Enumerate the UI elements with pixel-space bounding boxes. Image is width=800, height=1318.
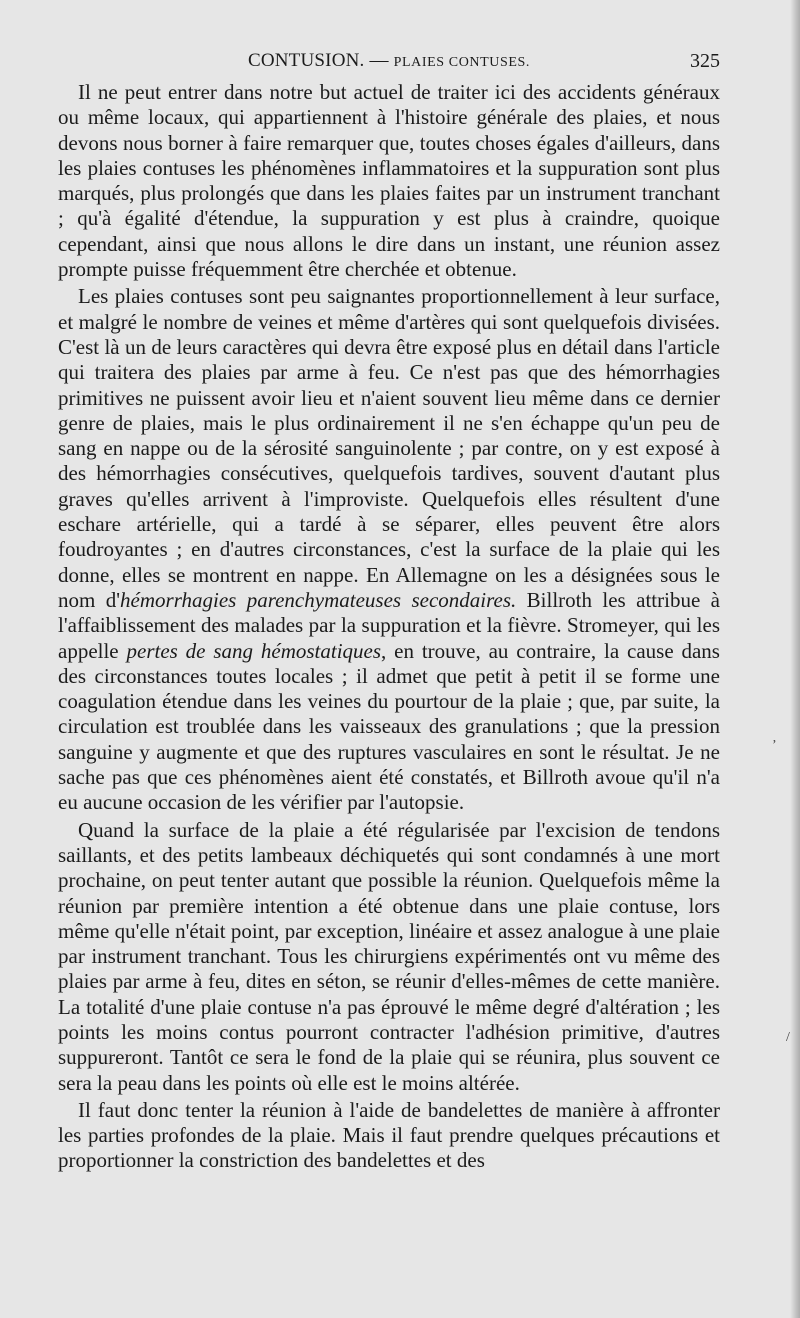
- margin-mark: ’: [772, 738, 777, 753]
- paragraph-text: Il faut donc tenter la réunion à l'aide de bandelettes de manière à affronter les parties profondes de la plaie. Mais il faut prendre quelques précautions et proportionner la constriction des bandelettes et des: [58, 1097, 720, 1173]
- running-title-main: CONTUSION. —: [247, 50, 389, 71]
- running-title: [58, 46, 720, 78]
- paragraph: [58, 818, 720, 1096]
- page-number: 325: [690, 50, 720, 72]
- paragraph: [58, 1098, 720, 1174]
- body-text: [58, 80, 720, 1176]
- margin-mark: /: [786, 1030, 790, 1045]
- italic-text: pertes de sang hémostatiques: [126, 638, 382, 663]
- paragraph-text: Les plaies contuses sont peu saignantes proportionnellement à leur surface, et malgré le nombre de veines et même d'artères qui sont quelquefois divisées. C'est là un de leurs caractères qui devra être exposé plus en détail dans l'article qui traitera des plaies par arme à feu. Ce n'est pas que des hémorrhagies primitives ne puissent avoir lieu et n'aient souvent lieu même dans ce dernier genre de plaies, mais le plus ordinairement il ne s'en échappe qu'un peu de sang en nappe ou de la sérosité sanguinolente ; par contre, on y est exposé à des hémorrhagies consécutives, quelquefois tardives, souvent d'autant plus graves qu'elles arrivent à l'improviste. Quelquefois elles résultent d'une eschare artérielle, qui a tardé à se séparer, elles peuvent être alors foudroyantes ; en d'autres circonstances, c'est la surface de la plaie qui les donne, elles se montrent en nappe. En Allemagne on les a désignées sous le nom d': [58, 284, 720, 612]
- running-head: [58, 46, 720, 76]
- paragraph: [58, 80, 720, 282]
- paragraph-text: Quand la surface de la plaie a été régularisée par l'excision de tendons saillants, et des petits lambeaux déchiquetés qui sont condamnés à une mort prochaine, on peut tenter autant que possible la réunion. Quelquefois même la réunion par première intention a été obtenue dans une plaie contuse, lors même qu'elle n'était point, par exception, linéaire et assez analogue à une plaie par instrument tranchant. Tous les chirurgiens expérimentés ont vu même des plaies par arme à feu, dites en séton, se réunir d'elles-mêmes de cette manière. La totalité d'une plaie contuse n'a pas éprouvé le même degré d'altération ; les points les moins contus pourront contracter l'adhésion primitive, d'autres suppureront. Tantôt ce sera le fond de la plaie qui se réunira, plus souvent ce sera la peau dans les points où elle est le moins altérée.: [58, 817, 720, 1095]
- paragraph-text: , en trouve, au contraire, la cause dans des circonstances toutes locales ; il admet que petit à petit il se forme une coagulation étendue dans les veines du pourtour de la plaie ; que, par suite, la circulation est troublée dans les vaisseaux des granulations ; que la pression sanguine y augmente et que des ruptures vasculaires en sont le résultat. Je ne sache pas que ces phénomènes aient été constatés, et Billroth avoue qu'il n'a eu aucune occasion de les vérifier par l'autopsie.: [58, 638, 720, 815]
- paragraph-text: Billroth les attribue à l'affaiblissement des malades par la suppuration et la fièvre. Stromeyer, qui les appelle: [58, 587, 720, 663]
- running-title-sub: PLAIES CONTUSES.: [393, 55, 531, 70]
- italic-text: hémorrhagies parenchymateuses secondaires.: [120, 587, 517, 612]
- paragraph-text: Il ne peut entrer dans notre but actuel de traiter ici des accidents généraux ou même locaux, qui appartiennent à l'histoire générale des plaies, et nous devons nous borner à faire remarquer que, toutes choses égales d'ailleurs, dans les plaies contuses les phénomènes inflammatoires et la suppuration sont plus marqués, plus prolongés que dans les plaies faites par un instrument tranchant ; qu'à égalité d'étendue, la suppuration y est plus à craindre, quoique cependant, ainsi que nous allons le dire dans un instant, une réunion assez prompte puisse fréquemment être cherchée et obtenue.: [58, 80, 720, 282]
- paragraph: [58, 284, 720, 815]
